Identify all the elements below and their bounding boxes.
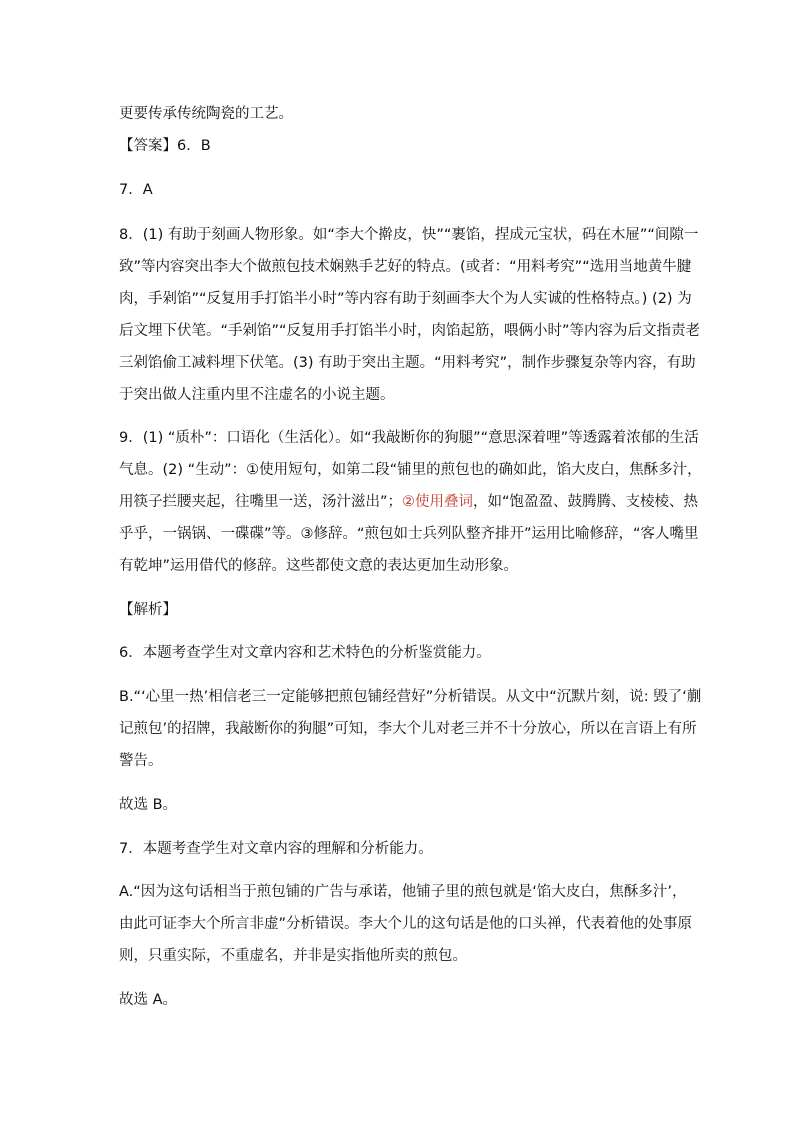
- answer-9-highlighted-term: ②使用叠词: [402, 494, 474, 510]
- answer-9-line-3-part-3: ，如“饱盈盈、鼓腾腾、支棱棱、热: [473, 494, 699, 510]
- analysis-6-line-2: 记煎包’的招牌，我敲断你的狗腿”可知，李大个儿对老三并不十分放心，所以在言语上有所: [119, 721, 697, 737]
- answer-8-line-3: 肉，手剁馅”“反复用手打馅半小时”等内容有助于刻画李大个为人实诚的性格特点。) (2) 为: [119, 291, 692, 307]
- analysis-7-line-1: A.“因为这句话相当于煎包铺的广告与承诺，他铺子里的煎包就是‘馅大皮白，焦酥多汁’，: [119, 884, 687, 900]
- answer-8-line-5: 三剁馅偷工减料埋下伏笔。(3) 有助于突出主题。“用料考究”，制作步骤复杂等内容，有助: [119, 355, 696, 371]
- analysis-7-line-3: 则，只重实际，不重虚名，并非是实指他所卖的煎包。: [119, 948, 467, 964]
- answer-8-line-4: 后文埋下伏笔。“手剁馅”“反复用手打馅半小时，肉馅起筋，喂俩小时”等内容为后文指责老: [119, 323, 701, 339]
- answer-9-line-4: 乎乎，一锅锅、一碟碟”等。③修辞。“煎包如士兵列队整齐排开”运用比喻修辞，“客人嘴里: [119, 526, 699, 542]
- analysis-6-intro: 6．本题考查学生对文章内容和艺术特色的分析鉴赏能力。: [119, 645, 491, 661]
- analysis-7-conclusion: 故选 A。: [119, 992, 178, 1008]
- answer-8-line-2: 致”等内容突出李大个做煎包技术娴熟手艺好的特点。(或者：“用料考究”“选用当地黄牛腱: [119, 259, 692, 275]
- answer-8-line-6: 于突出做人注重内里不注虚名的小说主题。: [119, 387, 395, 403]
- answer-9-line-3: [119, 492, 698, 512]
- analysis-heading: 【解析】: [119, 602, 177, 618]
- analysis-7-intro: 7．本题考查学生对文章内容的理解和分析能力。: [119, 841, 433, 857]
- answer-9-line-2: 气息。(2) “生动”：①使用短句，如第二段“铺里的煎包也的确如此，馅大皮白，焦酥多汁，: [119, 462, 702, 478]
- text-line-prev-conclusion: 更要传承传统陶瓷的工艺。: [119, 106, 293, 122]
- answer-9-line-3-part-1: 用筷子拦腰夹起，往嘴里一送，汤汁滋出”；: [119, 494, 403, 510]
- answer-9-line-5: 有乾坤”运用借代的修辞。这些都使文意的表达更加生动形象。: [119, 558, 519, 574]
- answer-9-line-1: 9．(1) “质朴”：口语化（生活化）。如“我敲断你的狗腿”“意思深着哩”等透露着浓郁的生活: [119, 430, 699, 446]
- answer-7: 7．A: [119, 182, 153, 198]
- analysis-7-line-2: 由此可证李大个所言非虚”分析错误。李大个儿的这句话是他的口头禅，代表着他的处事原: [119, 916, 693, 932]
- analysis-6-line-1: B.“‘心里一热’相信老三一定能够把煎包铺经营好”分析错误。从文中“沉默片刻，说: 毁了‘蒯: [119, 689, 702, 705]
- analysis-6-line-3: 警告。: [119, 753, 163, 769]
- answer-heading: 【答案】6．B: [119, 138, 211, 154]
- analysis-6-conclusion: 故选 B。: [119, 797, 178, 813]
- answer-8-line-1: 8．(1) 有助于刻画人物形象。如“李大个擀皮，快”“裹馅，捏成元宝状，码在木屉”“间隙一: [119, 227, 699, 243]
